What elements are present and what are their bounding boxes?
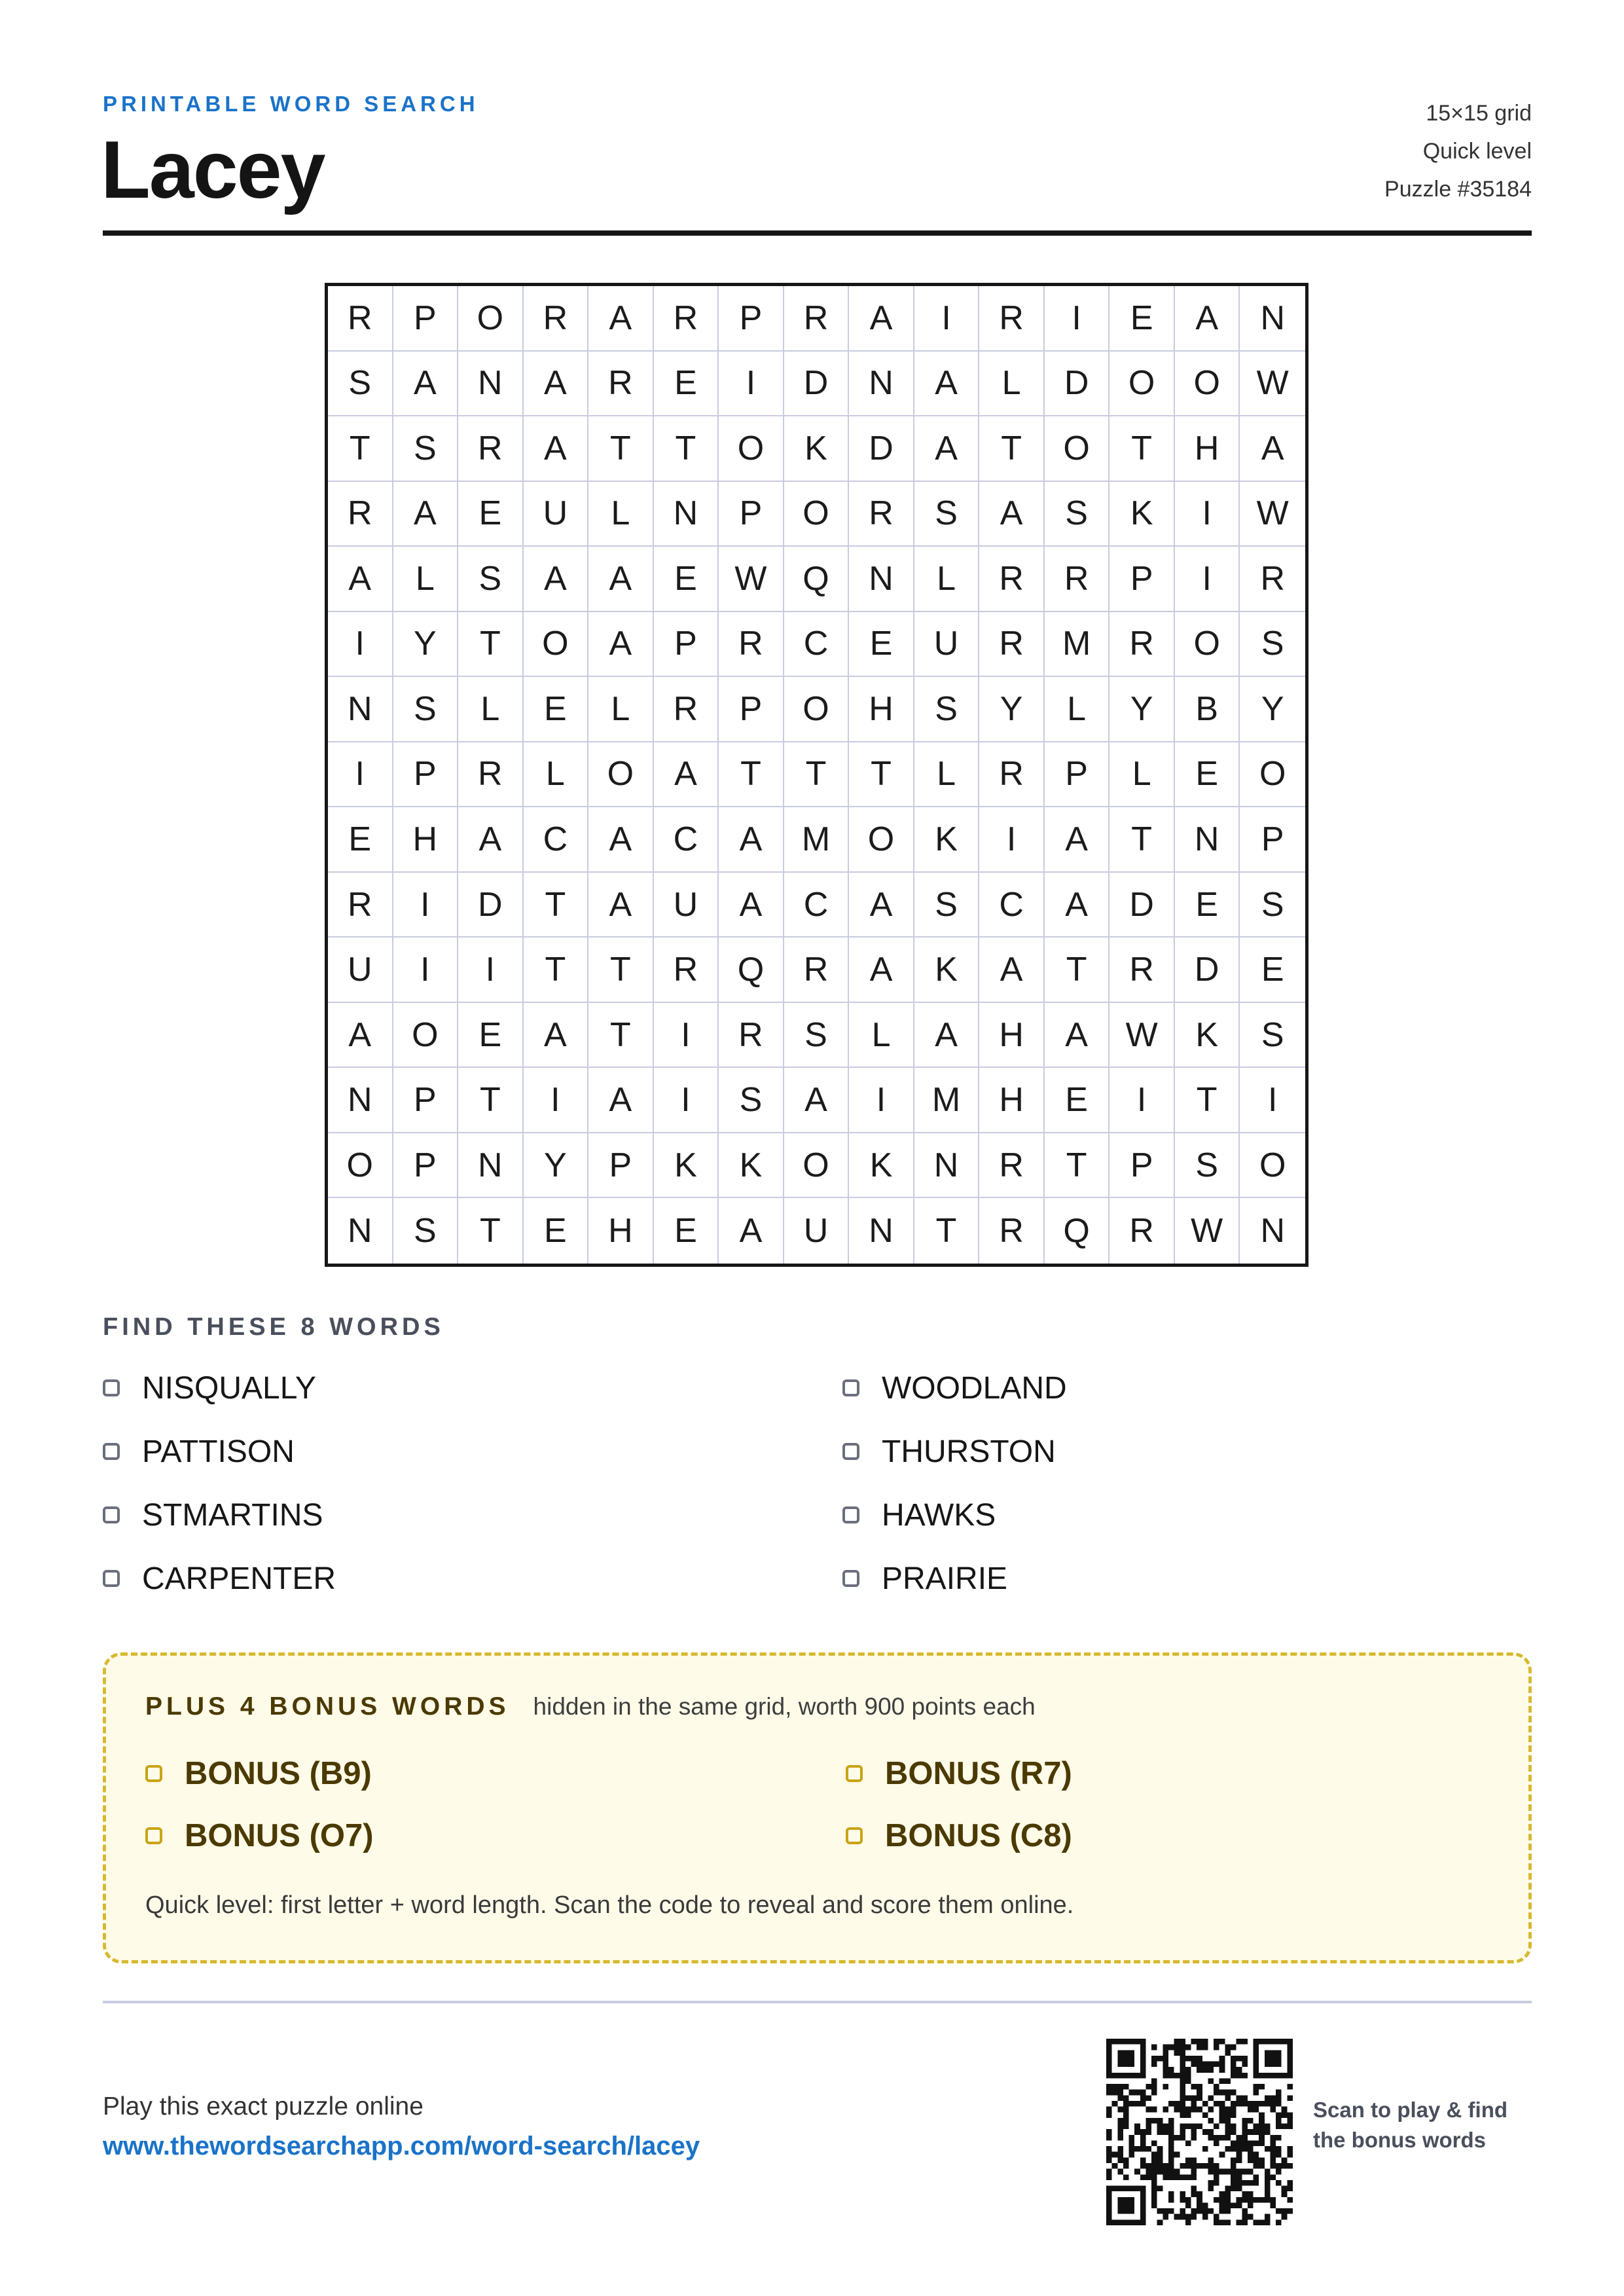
- grid-cell[interactable]: I: [393, 873, 459, 938]
- grid-cell[interactable]: L: [914, 547, 980, 612]
- grid-cell[interactable]: A: [849, 873, 914, 938]
- grid-cell[interactable]: A: [588, 286, 654, 352]
- grid-cell[interactable]: O: [524, 612, 589, 678]
- grid-cell[interactable]: T: [979, 416, 1045, 482]
- grid-cell[interactable]: A: [849, 286, 914, 352]
- grid-cell[interactable]: O: [849, 807, 914, 873]
- grid-cell[interactable]: E: [654, 1198, 719, 1264]
- grid-cell[interactable]: T: [654, 416, 719, 482]
- grid-cell[interactable]: T: [458, 612, 524, 678]
- grid-cell[interactable]: P: [1045, 742, 1110, 808]
- grid-cell[interactable]: R: [1110, 938, 1175, 1003]
- grid-cell[interactable]: R: [979, 547, 1045, 612]
- grid-cell[interactable]: P: [719, 286, 784, 352]
- checkbox-icon[interactable]: [842, 1379, 859, 1396]
- grid-cell[interactable]: R: [654, 677, 719, 742]
- grid-cell[interactable]: K: [784, 416, 850, 482]
- grid-cell[interactable]: R: [328, 286, 393, 352]
- grid-cell[interactable]: T: [588, 416, 654, 482]
- bonus-subtitle: hidden in the same grid, worth 900 points each: [533, 1693, 1036, 1720]
- grid-cell[interactable]: P: [393, 286, 459, 352]
- grid-cell[interactable]: N: [849, 547, 914, 612]
- page-title: Lacey: [101, 125, 325, 215]
- grid-cell[interactable]: R: [979, 742, 1045, 808]
- grid-cell[interactable]: I: [849, 1068, 914, 1133]
- checkbox-icon[interactable]: [145, 1765, 162, 1782]
- grid-cell[interactable]: A: [328, 1003, 393, 1068]
- grid-cell[interactable]: I: [1240, 1068, 1305, 1133]
- grid-cell[interactable]: T: [1110, 807, 1175, 873]
- grid-cell[interactable]: R: [588, 352, 654, 417]
- grid-cell[interactable]: R: [1045, 547, 1110, 612]
- grid-cell[interactable]: Q: [784, 547, 850, 612]
- grid-cell[interactable]: R: [458, 742, 524, 808]
- word-label: PRAIRIE: [882, 1561, 1008, 1596]
- grid-cell[interactable]: K: [1110, 482, 1175, 547]
- grid-cell[interactable]: I: [1045, 286, 1110, 352]
- grid-cell[interactable]: L: [393, 547, 459, 612]
- grid-cell[interactable]: L: [914, 742, 980, 808]
- grid-cell[interactable]: R: [979, 286, 1045, 352]
- grid-cell[interactable]: U: [328, 938, 393, 1003]
- word-list-item[interactable]: [842, 1495, 1067, 1535]
- grid-cell[interactable]: A: [719, 1198, 784, 1264]
- grid-cell[interactable]: I: [654, 1003, 719, 1068]
- grid-cell[interactable]: P: [588, 1133, 654, 1199]
- bonus-title: PLUS 4 BONUS WORDS: [145, 1692, 510, 1721]
- grid-cell[interactable]: H: [588, 1198, 654, 1264]
- grid-cell[interactable]: O: [1240, 742, 1305, 808]
- grid-cell[interactable]: T: [524, 873, 589, 938]
- play-online-label: Play this exact puzzle online: [103, 2092, 424, 2121]
- word-list-title: FIND THESE 8 WORDS: [103, 1313, 444, 1341]
- grid-cell[interactable]: R: [1110, 1198, 1175, 1264]
- page-kicker: PRINTABLE WORD SEARCH: [103, 92, 479, 116]
- checkbox-icon[interactable]: [842, 1506, 859, 1523]
- bonus-panel: [103, 1652, 1532, 1963]
- grid-cell[interactable]: C: [784, 612, 850, 678]
- grid-cell[interactable]: S: [393, 677, 459, 742]
- grid-cell[interactable]: P: [719, 677, 784, 742]
- grid-cell[interactable]: S: [1045, 482, 1110, 547]
- grid-cell[interactable]: A: [914, 1003, 980, 1068]
- grid-cell[interactable]: N: [849, 1198, 914, 1264]
- grid-cell[interactable]: I: [393, 938, 459, 1003]
- grid-cell[interactable]: Y: [1240, 677, 1305, 742]
- grid-cell[interactable]: R: [979, 612, 1045, 678]
- grid-cell[interactable]: T: [524, 938, 589, 1003]
- bonus-word-item[interactable]: [846, 1754, 1127, 1793]
- difficulty-level: Quick level: [1422, 139, 1532, 164]
- grid-cell[interactable]: U: [654, 873, 719, 938]
- grid-cell[interactable]: A: [588, 1068, 654, 1133]
- grid-cell[interactable]: C: [524, 807, 589, 873]
- grid-cell[interactable]: I: [654, 1068, 719, 1133]
- grid-cell[interactable]: O: [784, 677, 850, 742]
- grid-cell[interactable]: E: [1175, 742, 1240, 808]
- grid-cell[interactable]: L: [588, 482, 654, 547]
- grid-cell[interactable]: A: [979, 938, 1045, 1003]
- grid-cell[interactable]: R: [784, 286, 850, 352]
- grid-cell[interactable]: A: [588, 612, 654, 678]
- grid-cell[interactable]: I: [1110, 1068, 1175, 1133]
- grid-cell[interactable]: S: [458, 547, 524, 612]
- grid-cell[interactable]: T: [1045, 1133, 1110, 1199]
- grid-cell[interactable]: N: [458, 1133, 524, 1199]
- word-label: CARPENTER: [142, 1561, 336, 1596]
- word-label: BONUS (O7): [185, 1818, 374, 1853]
- grid-cell[interactable]: K: [719, 1133, 784, 1199]
- qr-caption-line-2: the bonus words: [1313, 2128, 1486, 2152]
- grid-cell[interactable]: A: [588, 547, 654, 612]
- grid-cell[interactable]: A: [914, 416, 980, 482]
- word-list-item[interactable]: [103, 1368, 842, 1408]
- word-label: STMARTINS: [142, 1497, 323, 1533]
- grid-cell[interactable]: O: [1175, 612, 1240, 678]
- word-label: NISQUALLY: [142, 1370, 316, 1406]
- grid-cell[interactable]: P: [1240, 807, 1305, 873]
- word-label: BONUS (B9): [185, 1756, 372, 1791]
- grid-cell[interactable]: A: [524, 416, 589, 482]
- grid-cell[interactable]: R: [1240, 547, 1305, 612]
- grid-cell[interactable]: A: [1175, 286, 1240, 352]
- grid-cell[interactable]: L: [588, 677, 654, 742]
- grid-cell[interactable]: Y: [979, 677, 1045, 742]
- grid-cell[interactable]: N: [328, 677, 393, 742]
- grid-cell[interactable]: O: [1045, 416, 1110, 482]
- grid-cell[interactable]: W: [1240, 482, 1305, 547]
- grid-cell[interactable]: P: [1110, 547, 1175, 612]
- grid-cell[interactable]: S: [1240, 1003, 1305, 1068]
- grid-cell[interactable]: A: [524, 352, 589, 417]
- bonus-note: Quick level: first letter + word length. Scan the code to reveal and score them online.: [145, 1891, 1074, 1919]
- grid-cell[interactable]: T: [458, 1068, 524, 1133]
- qr-code-icon[interactable]: [1106, 2039, 1293, 2225]
- grid-cell[interactable]: E: [654, 352, 719, 417]
- grid-cell[interactable]: L: [1045, 677, 1110, 742]
- grid-cell[interactable]: T: [1175, 1068, 1240, 1133]
- grid-cell[interactable]: E: [1045, 1068, 1110, 1133]
- grid-cell[interactable]: P: [1110, 1133, 1175, 1199]
- qr-caption-line-1: Scan to play & find: [1313, 2098, 1508, 2122]
- grid-cell[interactable]: S: [1240, 612, 1305, 678]
- grid-cell[interactable]: U: [524, 482, 589, 547]
- grid-cell[interactable]: R: [979, 1133, 1045, 1199]
- bonus-word-item[interactable]: [145, 1816, 846, 1855]
- grid-cell[interactable]: K: [914, 938, 980, 1003]
- word-label: BONUS (C8): [885, 1818, 1072, 1853]
- grid-cell[interactable]: I: [719, 352, 784, 417]
- checkbox-icon[interactable]: [846, 1765, 863, 1782]
- bonus-word-item[interactable]: [846, 1816, 1127, 1855]
- grid-cell[interactable]: P: [654, 612, 719, 678]
- grid-cell[interactable]: I: [524, 1068, 589, 1133]
- grid-cell[interactable]: L: [1110, 742, 1175, 808]
- grid-cell[interactable]: C: [654, 807, 719, 873]
- bonus-word-list: [145, 1754, 1127, 1878]
- grid-cell[interactable]: D: [1175, 938, 1240, 1003]
- checkbox-icon[interactable]: [846, 1827, 863, 1844]
- grid-cell[interactable]: P: [719, 482, 784, 547]
- grid-cell[interactable]: T: [914, 1198, 980, 1264]
- letter-grid[interactable]: [325, 283, 1308, 1267]
- grid-cell[interactable]: P: [393, 1068, 459, 1133]
- grid-cell[interactable]: Y: [393, 612, 459, 678]
- grid-cell[interactable]: A: [524, 547, 589, 612]
- grid-cell[interactable]: H: [1175, 416, 1240, 482]
- grid-cell[interactable]: T: [1045, 938, 1110, 1003]
- grid-cell[interactable]: S: [914, 677, 980, 742]
- grid-cell[interactable]: A: [914, 352, 980, 417]
- grid-cell[interactable]: O: [1240, 1133, 1305, 1199]
- grid-cell[interactable]: U: [914, 612, 980, 678]
- checkbox-icon[interactable]: [842, 1443, 859, 1460]
- grid-cell[interactable]: L: [458, 677, 524, 742]
- grid-cell[interactable]: M: [1045, 612, 1110, 678]
- grid-cell[interactable]: D: [849, 416, 914, 482]
- grid-cell[interactable]: A: [719, 873, 784, 938]
- grid-cell[interactable]: A: [784, 1068, 850, 1133]
- bonus-word-item[interactable]: [145, 1754, 846, 1793]
- grid-cell[interactable]: T: [328, 416, 393, 482]
- grid-cell[interactable]: K: [914, 807, 980, 873]
- grid-cell[interactable]: O: [458, 286, 524, 352]
- word-label: BONUS (R7): [885, 1756, 1072, 1791]
- grid-cell[interactable]: K: [849, 1133, 914, 1199]
- word-label: HAWKS: [882, 1497, 996, 1533]
- checkbox-icon[interactable]: [145, 1827, 162, 1844]
- word-list-item[interactable]: [842, 1559, 1067, 1598]
- grid-cell[interactable]: Q: [719, 938, 784, 1003]
- grid-cell[interactable]: S: [393, 416, 459, 482]
- grid-cell[interactable]: A: [719, 807, 784, 873]
- grid-cell[interactable]: T: [849, 742, 914, 808]
- grid-cell[interactable]: T: [719, 742, 784, 808]
- grid-cell[interactable]: I: [458, 938, 524, 1003]
- puzzle-url-link[interactable]: www.thewordsearchapp.com/word-search/lacey: [103, 2132, 700, 2160]
- grid-cell[interactable]: Q: [1045, 1198, 1110, 1264]
- grid-cell[interactable]: R: [1110, 612, 1175, 678]
- grid-cell[interactable]: N: [849, 352, 914, 417]
- qr-caption: [1313, 2095, 1529, 2155]
- grid-cell[interactable]: E: [328, 807, 393, 873]
- word-list-item[interactable]: [842, 1432, 1067, 1471]
- grid-cell[interactable]: O: [393, 1003, 459, 1068]
- checkbox-icon[interactable]: [842, 1570, 859, 1587]
- grid-cell[interactable]: T: [458, 1198, 524, 1264]
- grid-cell[interactable]: O: [784, 1133, 850, 1199]
- grid-cell[interactable]: R: [524, 286, 589, 352]
- grid-cell[interactable]: W: [719, 547, 784, 612]
- grid-cell[interactable]: W: [1240, 352, 1305, 417]
- grid-cell[interactable]: L: [524, 742, 589, 808]
- grid-cell[interactable]: D: [784, 352, 850, 417]
- grid-cell[interactable]: A: [524, 1003, 589, 1068]
- grid-cell[interactable]: I: [1175, 482, 1240, 547]
- grid-cell[interactable]: T: [784, 742, 850, 808]
- grid-cell[interactable]: S: [784, 1003, 850, 1068]
- puzzle-meta: [1384, 94, 1532, 208]
- grid-cell[interactable]: S: [1175, 1133, 1240, 1199]
- word-list-item[interactable]: [103, 1432, 842, 1471]
- grid-cell[interactable]: A: [393, 352, 459, 417]
- grid-cell[interactable]: C: [979, 873, 1045, 938]
- grid-cell[interactable]: H: [849, 677, 914, 742]
- grid-cell[interactable]: S: [719, 1068, 784, 1133]
- checkbox-icon[interactable]: [103, 1506, 120, 1523]
- grid-cell[interactable]: R: [458, 416, 524, 482]
- grid-cell[interactable]: A: [1045, 1003, 1110, 1068]
- grid-cell[interactable]: R: [979, 1198, 1045, 1264]
- grid-cell[interactable]: C: [784, 873, 850, 938]
- grid-cell[interactable]: S: [914, 482, 980, 547]
- grid-cell[interactable]: M: [784, 807, 850, 873]
- word-label: THURSTON: [882, 1434, 1056, 1469]
- grid-cell[interactable]: U: [784, 1198, 850, 1264]
- word-label: WOODLAND: [882, 1370, 1067, 1406]
- grid-cell[interactable]: B: [1175, 677, 1240, 742]
- checkbox-icon[interactable]: [103, 1570, 120, 1587]
- grid-cell[interactable]: I: [1175, 547, 1240, 612]
- grid-cell[interactable]: T: [588, 1003, 654, 1068]
- grid-cell[interactable]: N: [1240, 286, 1305, 352]
- grid-cell[interactable]: L: [849, 1003, 914, 1068]
- grid-cell[interactable]: E: [524, 677, 589, 742]
- header-divider: [103, 230, 1532, 236]
- grid-cell[interactable]: N: [654, 482, 719, 547]
- grid-cell[interactable]: E: [1175, 873, 1240, 938]
- word-label: PATTISON: [142, 1434, 295, 1469]
- grid-cell[interactable]: R: [784, 938, 850, 1003]
- grid-cell[interactable]: H: [979, 1003, 1045, 1068]
- grid-cell[interactable]: A: [393, 482, 459, 547]
- grid-cell[interactable]: D: [1110, 873, 1175, 938]
- grid-cell[interactable]: E: [1240, 938, 1305, 1003]
- grid-cell[interactable]: N: [458, 352, 524, 417]
- grid-cell[interactable]: W: [1175, 1198, 1240, 1264]
- grid-cell[interactable]: H: [393, 807, 459, 873]
- grid-cell[interactable]: K: [1175, 1003, 1240, 1068]
- grid-cell[interactable]: E: [654, 547, 719, 612]
- grid-cell[interactable]: A: [1240, 416, 1305, 482]
- grid-cell[interactable]: R: [654, 938, 719, 1003]
- grid-cell[interactable]: O: [588, 742, 654, 808]
- grid-cell[interactable]: E: [458, 482, 524, 547]
- grid-cell[interactable]: N: [328, 1198, 393, 1264]
- grid-cell[interactable]: D: [458, 873, 524, 938]
- grid-cell[interactable]: N: [1260, 1212, 1285, 1250]
- grid-cell[interactable]: E: [458, 1003, 524, 1068]
- grid-cell[interactable]: S: [1240, 873, 1305, 938]
- grid-cell[interactable]: A: [588, 873, 654, 938]
- grid-cell[interactable]: M: [914, 1068, 980, 1133]
- word-list-item[interactable]: [842, 1368, 1067, 1408]
- checkbox-icon[interactable]: [103, 1443, 120, 1460]
- grid-cell[interactable]: O: [1110, 352, 1175, 417]
- grid-cell[interactable]: O: [784, 482, 850, 547]
- grid-cell[interactable]: A: [1045, 807, 1110, 873]
- grid-cell[interactable]: N: [328, 1068, 393, 1133]
- grid-cell[interactable]: D: [1045, 352, 1110, 417]
- grid-cell[interactable]: E: [1110, 286, 1175, 352]
- checkbox-icon[interactable]: [103, 1379, 120, 1396]
- grid-cell[interactable]: Y: [524, 1133, 589, 1199]
- grid-cell[interactable]: O: [719, 416, 784, 482]
- grid-cell[interactable]: R: [849, 482, 914, 547]
- grid-cell[interactable]: A: [654, 742, 719, 808]
- grid-cell[interactable]: H: [979, 1068, 1045, 1133]
- grid-cell[interactable]: Y: [1110, 677, 1175, 742]
- grid-cell[interactable]: S: [393, 1198, 459, 1264]
- grid-cell[interactable]: O: [328, 1133, 393, 1199]
- grid-cell[interactable]: R: [719, 1003, 784, 1068]
- grid-cell[interactable]: P: [393, 1133, 459, 1199]
- grid-cell[interactable]: A: [849, 938, 914, 1003]
- grid-cell[interactable]: S: [328, 352, 393, 417]
- grid-cell[interactable]: S: [914, 873, 980, 938]
- grid-cell[interactable]: N: [1175, 807, 1240, 873]
- grid-cell[interactable]: R: [654, 286, 719, 352]
- grid-cell[interactable]: A: [1045, 873, 1110, 938]
- grid-cell[interactable]: I: [979, 807, 1045, 873]
- grid-cell[interactable]: T: [588, 938, 654, 1003]
- grid-cell[interactable]: W: [1110, 1003, 1175, 1068]
- grid-cell[interactable]: I: [328, 742, 393, 808]
- word-list-item[interactable]: [103, 1495, 842, 1535]
- grid-cell[interactable]: O: [1175, 352, 1240, 417]
- puzzle-number: Puzzle #35184: [1384, 177, 1532, 202]
- grid-cell[interactable]: R: [719, 612, 784, 678]
- grid-cell[interactable]: A: [979, 482, 1045, 547]
- grid-cell[interactable]: L: [979, 352, 1045, 417]
- grid-cell[interactable]: N: [914, 1133, 980, 1199]
- grid-cell[interactable]: P: [393, 742, 459, 808]
- grid-cell[interactable]: E: [849, 612, 914, 678]
- footer-divider: [103, 2001, 1532, 2003]
- grid-size: 15×15 grid: [1426, 101, 1532, 126]
- grid-cell[interactable]: K: [654, 1133, 719, 1199]
- grid-cell[interactable]: A: [458, 807, 524, 873]
- grid-cell[interactable]: T: [1110, 416, 1175, 482]
- grid-cell[interactable]: A: [588, 807, 654, 873]
- grid-cell[interactable]: R: [328, 482, 393, 547]
- word-list-item[interactable]: [103, 1559, 842, 1598]
- grid-cell[interactable]: I: [328, 612, 393, 678]
- grid-cell[interactable]: R: [328, 873, 393, 938]
- grid-cell[interactable]: E: [524, 1198, 589, 1264]
- word-list: [103, 1368, 1067, 1622]
- grid-cell[interactable]: I: [914, 286, 980, 352]
- grid-cell[interactable]: A: [328, 547, 393, 612]
